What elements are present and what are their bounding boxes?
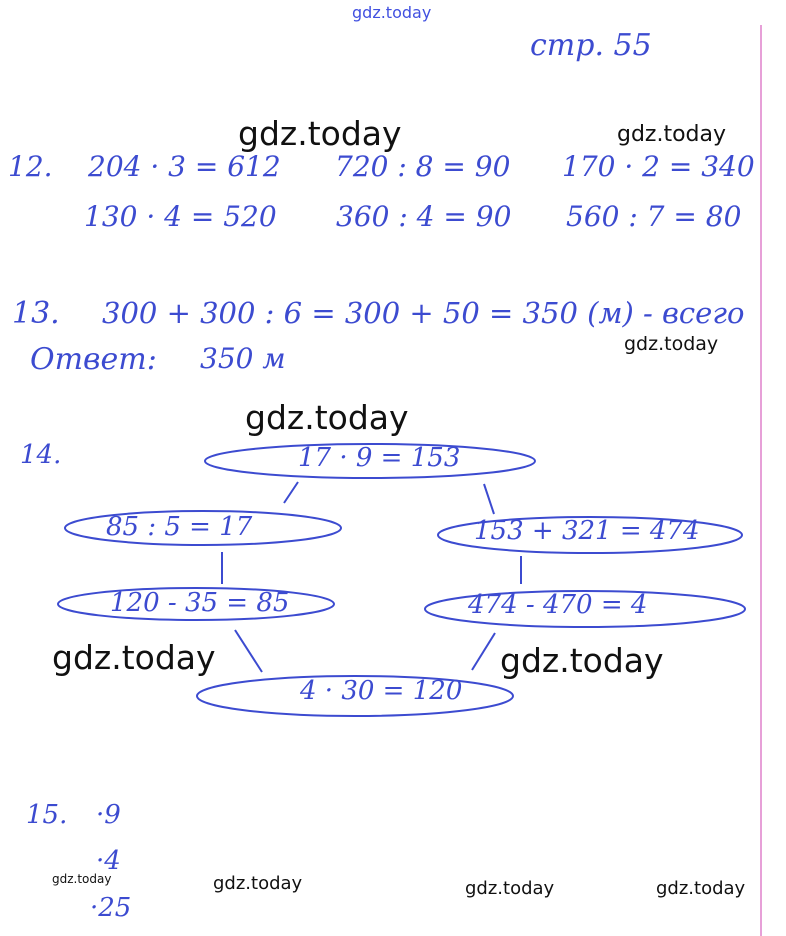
connector-line bbox=[472, 633, 495, 670]
task14-bottom: 4 · 30 = 120 bbox=[300, 676, 463, 706]
task15-number: 15. bbox=[26, 800, 68, 830]
task15-item: ·9 bbox=[96, 800, 121, 830]
task14-right2: 474 - 470 = 4 bbox=[468, 590, 648, 620]
watermark: gdz.today bbox=[245, 398, 409, 437]
connector-line bbox=[235, 630, 262, 672]
task14-right1: 153 + 321 = 474 bbox=[474, 516, 700, 546]
task12-number: 12. bbox=[8, 150, 53, 183]
watermark: gdz.today bbox=[238, 114, 402, 153]
task15-item: ·4 bbox=[96, 846, 121, 876]
watermark: gdz.today bbox=[656, 878, 746, 899]
watermark: gdz.today bbox=[465, 878, 555, 899]
task14-left2: 120 - 35 = 85 bbox=[110, 588, 290, 618]
task12-expression: 170 · 2 = 340 bbox=[562, 150, 755, 183]
task12-expression: 720 : 8 = 90 bbox=[335, 150, 511, 183]
task13-answer-label: Ответ: bbox=[30, 342, 157, 377]
connector-line bbox=[484, 484, 494, 514]
task14-top: 17 · 9 = 153 bbox=[298, 443, 461, 473]
watermark: gdz.today bbox=[213, 873, 303, 894]
watermark: gdz.today bbox=[617, 122, 727, 147]
page-label: стр. 55 bbox=[530, 28, 652, 63]
watermark-top: gdz.today bbox=[352, 3, 432, 22]
watermark: gdz.today bbox=[624, 333, 719, 355]
task13-solution: 300 + 300 : 6 = 300 + 50 = 350 (м) - всего bbox=[102, 296, 745, 330]
task13-number: 13. bbox=[12, 296, 60, 331]
task12-expression: 130 · 4 = 520 bbox=[84, 200, 277, 233]
task15-item: ·25 bbox=[90, 893, 132, 923]
task12-expression: 204 · 3 = 612 bbox=[88, 150, 281, 183]
task12-expression: 360 : 4 = 90 bbox=[336, 200, 512, 233]
watermark: gdz.today bbox=[500, 641, 664, 680]
connector-line bbox=[284, 482, 298, 503]
watermark: gdz.today bbox=[52, 638, 216, 677]
task14-number: 14. bbox=[20, 440, 62, 470]
task14-left1: 85 : 5 = 17 bbox=[106, 512, 253, 542]
task13-answer-value: 350 м bbox=[200, 342, 286, 375]
task12-expression: 560 : 7 = 80 bbox=[566, 200, 742, 233]
watermark: gdz.today bbox=[52, 872, 112, 886]
